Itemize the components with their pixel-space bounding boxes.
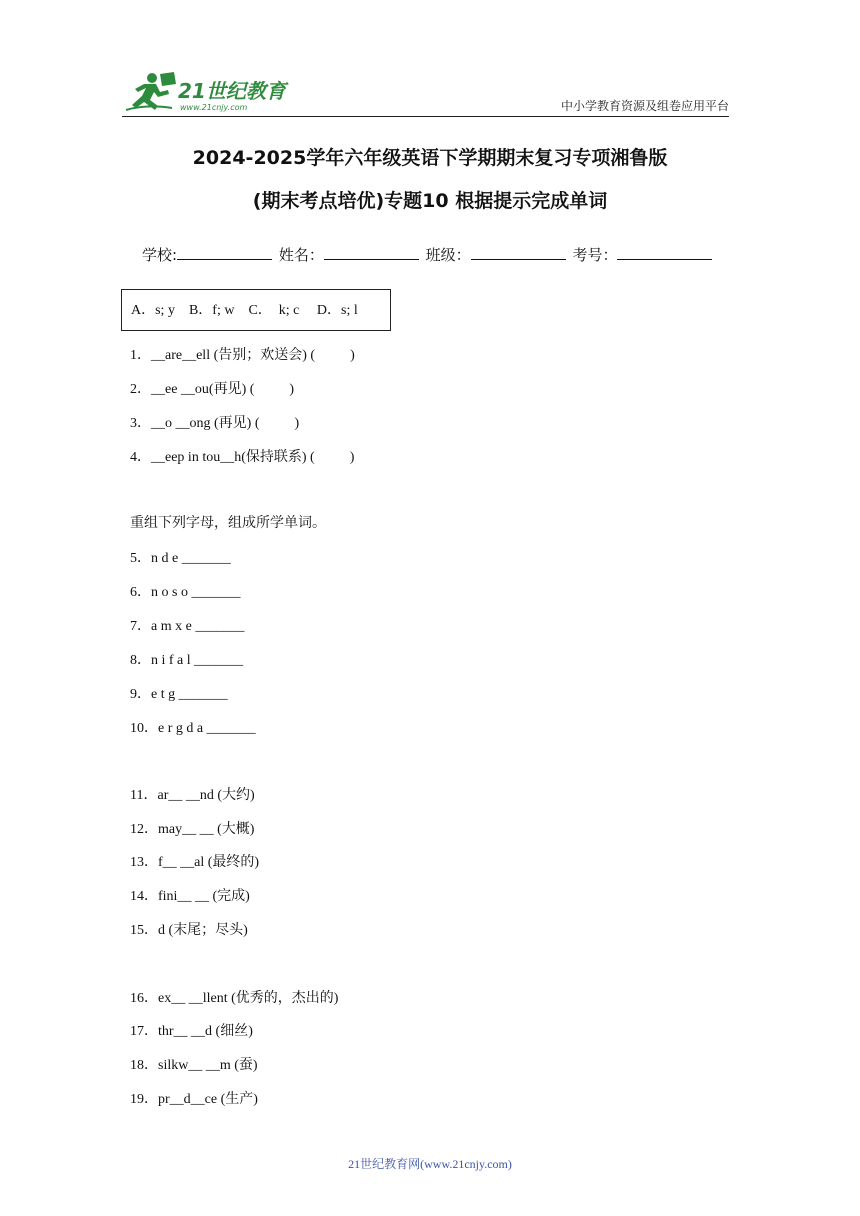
question-10: 10．e r g d a _______ (130, 721, 256, 736)
header-rule (122, 116, 729, 117)
question-17: 17．thr__ __d (细丝) (130, 1024, 253, 1039)
section-instruction: 重组下列字母，组成所学单词。 (130, 516, 326, 531)
school-label: 学校: (142, 246, 178, 264)
question-15: 15．d (末尾；尽头) (130, 923, 248, 938)
student-info (142, 244, 714, 265)
question-4: 4．__eep in tou__h(保持联系) ( ) (130, 450, 355, 465)
question-2: 2．__ee __ou(再见) ( ) (130, 382, 295, 397)
question-19: 19．pr__d__ce (生产) (130, 1092, 258, 1107)
question-3: 3．__o __ong (再见) ( ) (130, 416, 300, 431)
question-9: 9．e t g _______ (130, 687, 228, 702)
logo-text: 21世纪教育 (178, 79, 286, 103)
logo (122, 70, 292, 114)
question-18: 18．silkw__ __m (蚕) (130, 1058, 258, 1073)
question-7: 7．a m x e _______ (130, 619, 245, 634)
question-16: 16．ex__ __llent (优秀的，杰出的) (130, 991, 339, 1006)
question-6: 6．n o s o _______ (130, 585, 241, 600)
name-label: 姓名： (278, 246, 324, 264)
title-line-1: 2024-2025学年六年级英语下学期期末复习专项湘鲁版 (192, 147, 668, 169)
class-blank[interactable] (471, 245, 566, 260)
question-8: 8．n i f a l _______ (130, 653, 244, 668)
name-blank[interactable] (324, 245, 419, 260)
title-line-2: (期末考点培优)专题10 根据提示完成单词 (252, 190, 608, 212)
platform-name: 中小学教育资源及组卷应用平台 (560, 99, 729, 113)
logo-url: www.21cnjy.com (180, 103, 248, 112)
question-12: 12．may__ __ (大概) (130, 822, 255, 837)
question-14: 14．fini__ __ (完成) (130, 889, 250, 904)
question-11: 11．ar__ __nd (大约) (130, 788, 255, 803)
question-13: 13．f__ __al (最终的) (130, 855, 260, 870)
runner-icon (126, 72, 176, 110)
question-5: 5．n d e _______ (130, 551, 231, 566)
exam-no-blank[interactable] (617, 245, 712, 260)
options-box: A．s; y B．f; w C． k; c D．s; l (121, 289, 391, 331)
class-label: 班级： (425, 246, 471, 264)
school-blank[interactable] (177, 245, 272, 260)
exam-no-label: 考号： (572, 246, 618, 264)
question-1: 1．__are__ell (告别；欢送会) ( ) (130, 348, 355, 363)
footer-link[interactable]: 21世纪教育网(www.21cnjy.com) (348, 1157, 512, 1171)
